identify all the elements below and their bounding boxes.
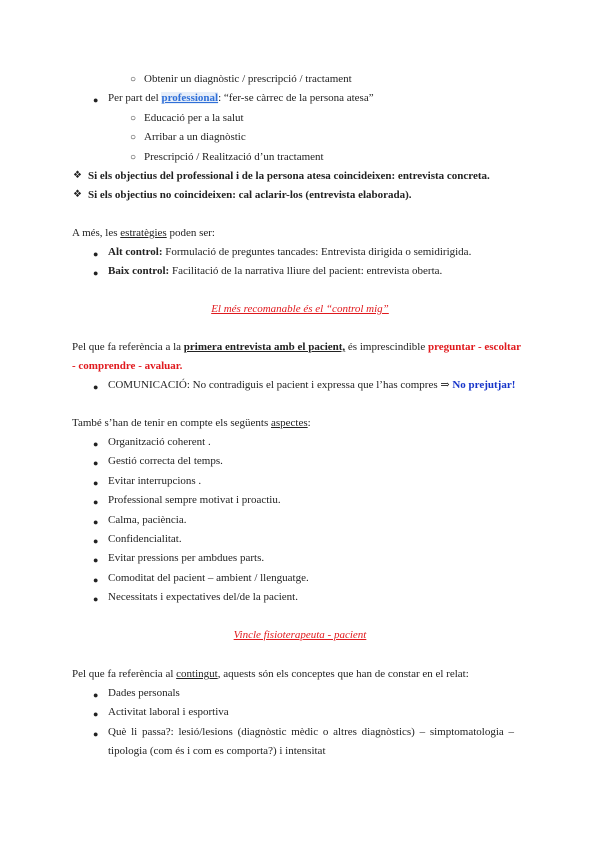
list-item (108, 245, 471, 259)
dot-bullet-icon: ● (93, 536, 99, 546)
list-item: Activitat laboral i esportiva (108, 706, 229, 718)
text: Pel que fa referència a la (72, 341, 184, 353)
aspects-intro (72, 416, 311, 430)
dot-bullet-icon: ● (93, 268, 99, 278)
dot-bullet-icon: ● (93, 575, 99, 585)
section-title: Vincle fisioterapeuta - pacient (233, 629, 367, 641)
dot-bullet-icon: ● (93, 709, 99, 719)
text: A més, les (72, 227, 121, 239)
blue-emphasis: No prejutjar! (452, 379, 516, 391)
circle-bullet-icon: ○ (130, 113, 137, 124)
list-item-bold: Si els objectius del professional i de la persona atesa coincideixen: entrevista concreta. (88, 170, 490, 182)
dot-bullet-icon: ● (93, 382, 99, 392)
circle-bullet-icon: ○ (130, 152, 137, 163)
section-title: El més recomanable és el “control mig” (211, 303, 389, 315)
red-emphasis: - comprendre - avaluar. (72, 360, 183, 372)
first-interview-paragraph (72, 340, 530, 354)
underlined-keyword: estratègies (120, 227, 167, 239)
list-item-continuation: tipologia (com és i com es comporta?) i intensitat (108, 745, 326, 757)
diamond-bullet-icon: ❖ (73, 189, 82, 200)
underlined-keyword: contingut (176, 668, 218, 680)
item-label: Alt control: (108, 246, 163, 258)
list-item: Professional sempre motivat i proactiu. (108, 494, 281, 506)
list-item: Arribar a un diagnòstic (144, 131, 246, 143)
list-item: Necessitats i expectatives del/de la pacient. (108, 591, 298, 603)
list-item-communication (108, 378, 515, 392)
text: També s’han de tenir en compte els següents (72, 417, 271, 429)
text: : “fer-se càrrec de la persona atesa” (218, 92, 374, 104)
list-item-bold: Si els objectius no coincideixen: cal aclarir-los (entrevista elaborada). (88, 189, 412, 201)
dot-bullet-icon: ● (93, 594, 99, 604)
circle-bullet-icon: ○ (130, 74, 137, 85)
list-item: Calma, paciència. (108, 514, 187, 526)
content-intro (72, 667, 469, 681)
text: , aquests són els conceptes que han de constar en el relat: (217, 668, 469, 680)
text: poden ser: (166, 227, 215, 239)
underlined-keyword: primera entrevista amb el pacient, (183, 341, 346, 353)
dot-bullet-icon: ● (93, 729, 99, 739)
list-item: Organització coherent . (108, 436, 211, 448)
item-label: Baix control: (108, 265, 170, 277)
list-item-professional (108, 91, 374, 105)
list-item: Obtenir un diagnòstic / prescripció / tractament (144, 73, 352, 85)
circle-bullet-icon: ○ (130, 132, 137, 143)
underlined-keyword: aspectes (271, 417, 308, 429)
list-item: Dades personals (108, 687, 180, 699)
strategies-intro (72, 226, 215, 240)
text: Pel que fa referència al (72, 668, 177, 680)
item-text: Formulació de preguntes tancades: Entrevista dirigida o semidirigida. (162, 246, 472, 258)
dot-bullet-icon: ● (93, 517, 99, 527)
red-emphasis: preguntar - escoltar (427, 341, 522, 353)
dot-bullet-icon: ● (93, 458, 99, 468)
text: COMUNICACIÓ: No contradiguis el pacient i expressa que l’has compres ⇒ (108, 379, 453, 391)
list-item: Gestió correcta del temps. (108, 455, 223, 467)
list-item: Comoditat del pacient – ambient / llenguatge. (108, 572, 309, 584)
list-item: Educació per a la salut (144, 112, 244, 124)
diamond-bullet-icon: ❖ (73, 170, 82, 181)
dot-bullet-icon: ● (93, 690, 99, 700)
list-item: Prescripció / Realització d’un tractament (144, 151, 324, 163)
dot-bullet-icon: ● (93, 555, 99, 565)
list-item: Evitar interrupcions . (108, 475, 202, 487)
dot-bullet-icon: ● (93, 249, 99, 259)
list-item: Què li passa?: lesió/lesions (diagnòstic mèdic o altres diagnòstics) – simptomatologia – (108, 726, 515, 738)
highlighted-keyword: professional (161, 92, 219, 104)
dot-bullet-icon: ● (93, 95, 99, 105)
text: és imprescindible (345, 341, 428, 353)
text: Per part del (108, 92, 162, 104)
dot-bullet-icon: ● (93, 497, 99, 507)
text: : (307, 417, 311, 429)
list-item: Confidencialitat. (108, 533, 182, 545)
list-item: Evitar pressions per ambdues parts. (108, 552, 265, 564)
dot-bullet-icon: ● (93, 478, 99, 488)
item-text: Facilitació de la narrativa lliure del pacient: entrevista oberta. (169, 265, 443, 277)
dot-bullet-icon: ● (93, 439, 99, 449)
list-item (108, 264, 442, 278)
